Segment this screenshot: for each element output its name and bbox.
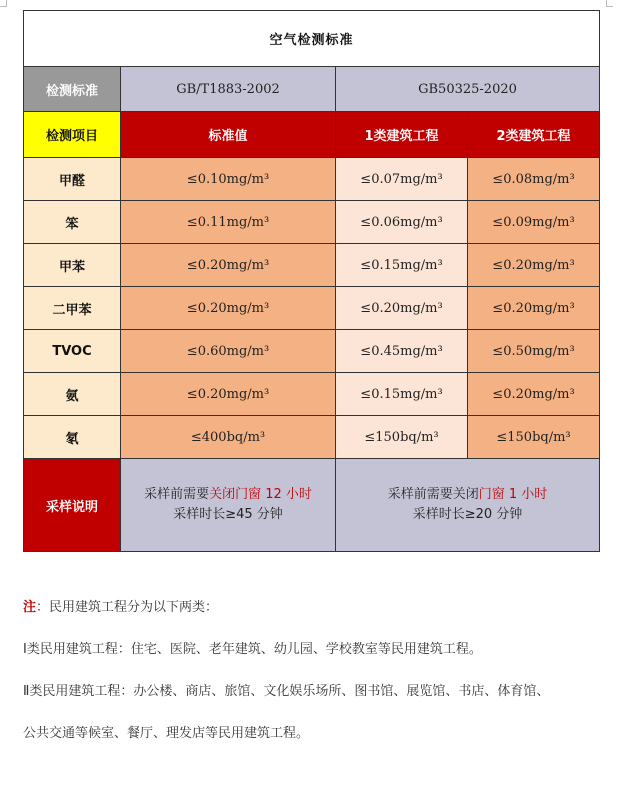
col-header-class2: 2类建筑工程 (468, 112, 600, 158)
notes-intro-text: ：民用建筑工程分为以下两类： (36, 600, 219, 615)
class2-value: ≤0.20mg/m³ (468, 287, 600, 330)
class1-value: ≤0.06mg/m³ (336, 201, 468, 244)
sampling-row (24, 459, 600, 552)
row-name: TVOC (24, 330, 121, 373)
page-corner-mark-right (606, 0, 613, 7)
title-row (24, 11, 600, 67)
table-row (24, 201, 600, 244)
sampling-highlight: 门窗 1 小时 (478, 487, 548, 502)
class2-value: ≤0.09mg/m³ (468, 201, 600, 244)
standard-value: ≤0.20mg/m³ (121, 373, 336, 416)
table-row (24, 158, 600, 201)
air-standard-table (23, 10, 600, 552)
table-title: 空气检测标准 (24, 11, 600, 67)
sampling-note-gb50325 (336, 459, 600, 552)
sampling-prefix: 采样前需要 (144, 487, 210, 502)
header-row (24, 112, 600, 158)
sampling-line1 (121, 485, 335, 505)
row-name: 二甲苯 (24, 287, 121, 330)
sampling-line1 (336, 485, 599, 505)
standard-value: ≤0.11mg/m³ (121, 201, 336, 244)
sampling-prefix: 采样前需要关闭 (387, 487, 479, 502)
standard-value: ≤0.20mg/m³ (121, 244, 336, 287)
notes-intro (23, 596, 603, 638)
class1-value: ≤0.45mg/m³ (336, 330, 468, 373)
sampling-highlight: 关闭门窗 12 小时 (209, 487, 312, 502)
class1-value: ≤0.07mg/m³ (336, 158, 468, 201)
row-name: 笨 (24, 201, 121, 244)
sampling-line2: 采样时长≥20 分钟 (412, 507, 523, 522)
standard-value: ≤400bq/m³ (121, 416, 336, 459)
notes-class1: Ⅰ类民用建筑工程：住宅、医院、老年建筑、幼儿园、学校教室等民用建筑工程。 (23, 642, 482, 657)
item-label: 检测项目 (24, 112, 121, 158)
table-row (24, 244, 600, 287)
standard-value: ≤0.20mg/m³ (121, 287, 336, 330)
row-name: 甲苯 (24, 244, 121, 287)
standard-label: 检测标准 (24, 67, 121, 112)
class1-value: ≤0.20mg/m³ (336, 287, 468, 330)
notes-class2-line2: 公共交通等候室、餐厅、理发店等民用建筑工程。 (23, 726, 310, 741)
table-row (24, 330, 600, 373)
class1-value: ≤0.15mg/m³ (336, 244, 468, 287)
table-row (24, 287, 600, 330)
table-row (24, 373, 600, 416)
standard-gb50325: GB50325-2020 (336, 67, 600, 112)
standard-gb-t1883: GB/T1883-2002 (121, 67, 336, 112)
class2-value: ≤0.20mg/m³ (468, 244, 600, 287)
standard-value: ≤0.10mg/m³ (121, 158, 336, 201)
col-header-class1: 1类建筑工程 (336, 112, 468, 158)
class2-value: ≤0.08mg/m³ (468, 158, 600, 201)
row-name: 氡 (24, 416, 121, 459)
class1-value: ≤0.15mg/m³ (336, 373, 468, 416)
class2-value: ≤0.50mg/m³ (468, 330, 600, 373)
table-row (24, 416, 600, 459)
class2-value: ≤0.20mg/m³ (468, 373, 600, 416)
sampling-line2: 采样时长≥45 分钟 (173, 507, 283, 522)
page-corner-mark-left (0, 0, 7, 7)
notes-label: 注 (23, 600, 37, 615)
col-header-standard: 标准值 (121, 112, 336, 158)
notes-section (23, 596, 603, 764)
class1-value: ≤150bq/m³ (336, 416, 468, 459)
class2-value: ≤150bq/m³ (468, 416, 600, 459)
standard-row (24, 67, 600, 112)
notes-class2-line1: Ⅱ类民用建筑工程：办公楼、商店、旅馆、文化娱乐场所、图书馆、展览馆、书店、体育馆、 (23, 684, 550, 699)
sampling-note-gb-t1883 (121, 459, 336, 552)
standard-value: ≤0.60mg/m³ (121, 330, 336, 373)
row-name: 甲醛 (24, 158, 121, 201)
sampling-label: 采样说明 (24, 459, 121, 552)
row-name: 氨 (24, 373, 121, 416)
